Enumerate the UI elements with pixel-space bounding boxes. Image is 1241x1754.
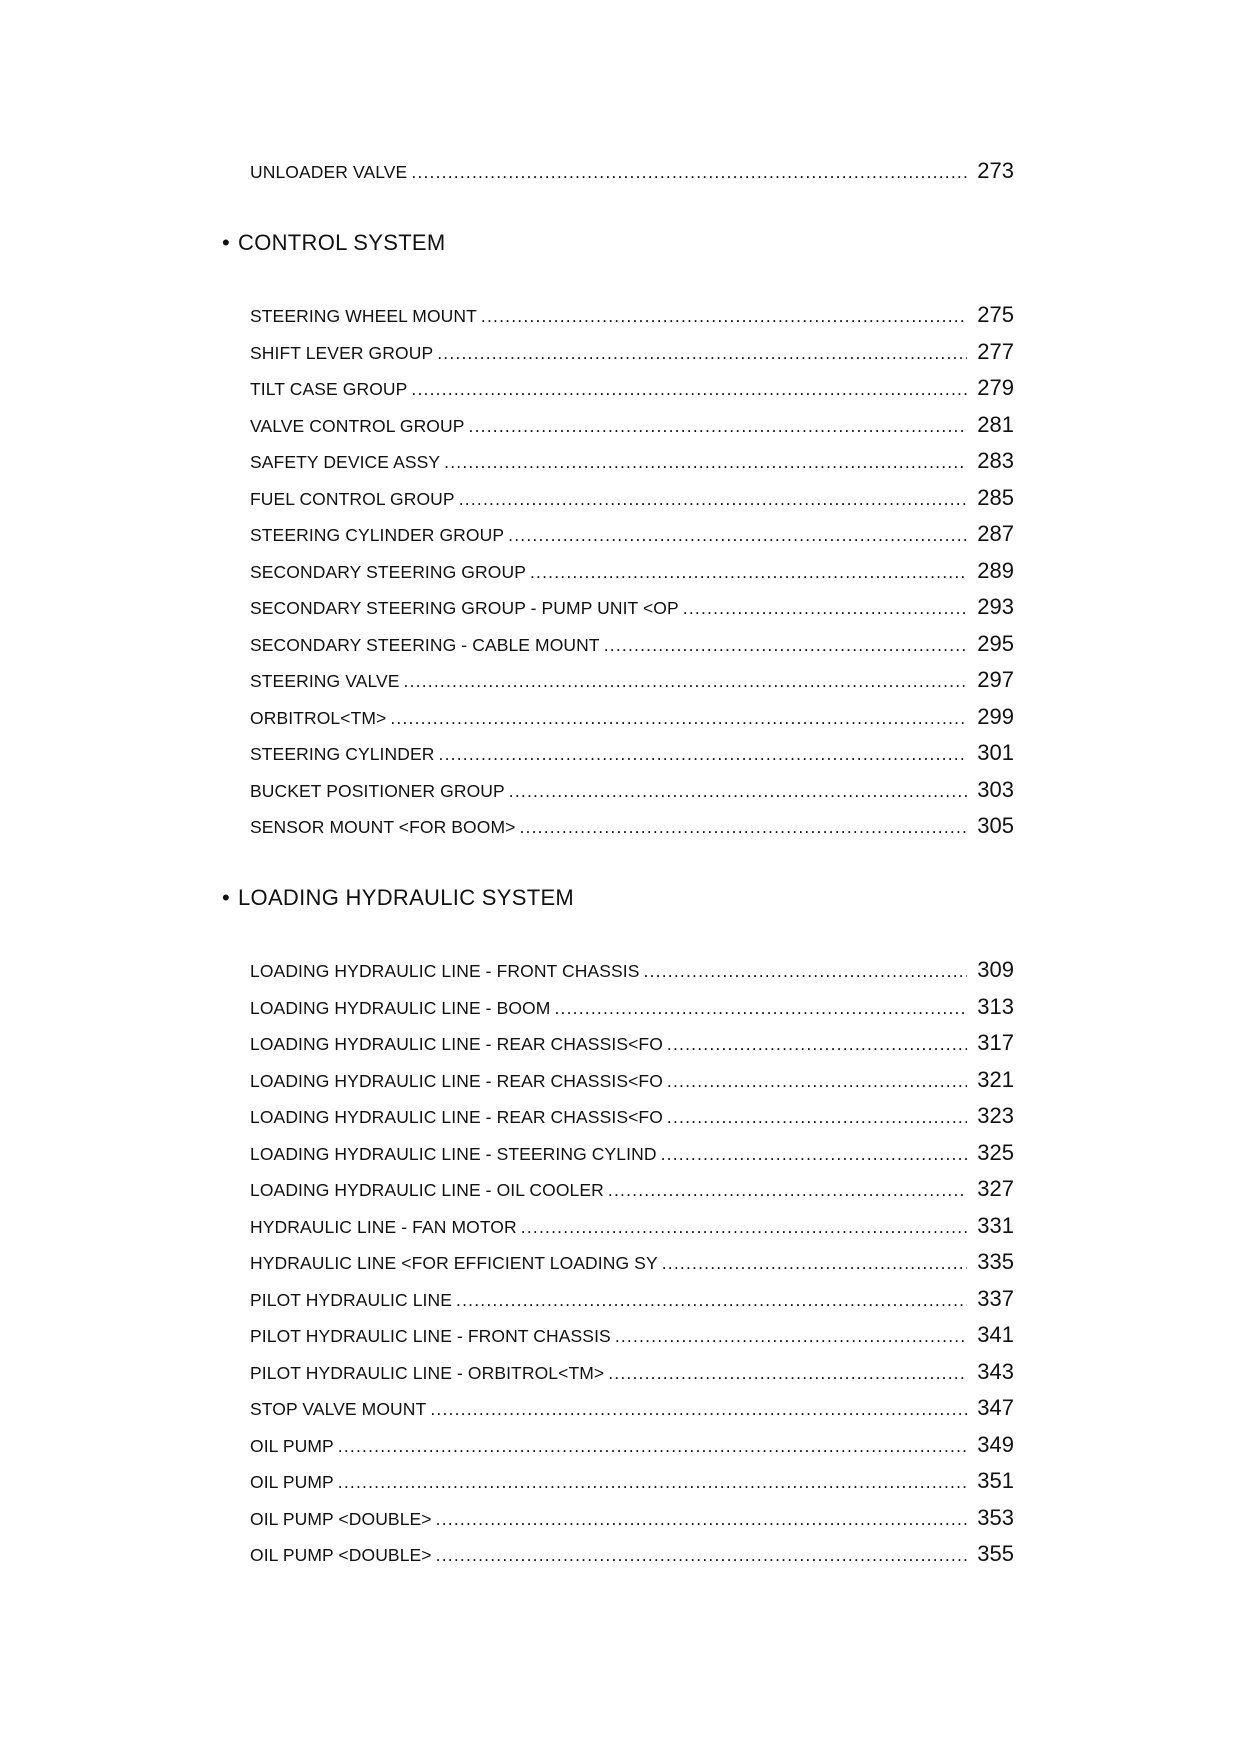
toc-entry[interactable] bbox=[250, 704, 1014, 734]
toc-entry-page: 317 bbox=[977, 1030, 1014, 1055]
leader-dots bbox=[644, 961, 968, 982]
toc-entry-title: LOADING HYDRAULIC LINE - BOOM bbox=[250, 998, 551, 1018]
toc-entry-title: SHIFT LEVER GROUP bbox=[250, 343, 434, 363]
leader-dots bbox=[604, 635, 968, 656]
leader-dots bbox=[436, 1509, 968, 1530]
toc-entry-page: 321 bbox=[977, 1067, 1014, 1092]
toc-entry-page: 337 bbox=[977, 1286, 1014, 1311]
toc-entry[interactable] bbox=[250, 521, 1014, 551]
toc-entry[interactable] bbox=[250, 1030, 1014, 1060]
toc-entry-page: 303 bbox=[977, 777, 1014, 802]
toc-entry[interactable] bbox=[250, 375, 1014, 405]
toc-entry[interactable] bbox=[250, 777, 1014, 807]
toc-entry[interactable] bbox=[250, 1249, 1014, 1279]
toc-entry[interactable] bbox=[250, 448, 1014, 478]
toc-entry-page: 349 bbox=[977, 1432, 1014, 1457]
toc-entry-title: TILT CASE GROUP bbox=[250, 379, 408, 399]
toc-entry-title: UNLOADER VALVE bbox=[250, 162, 408, 182]
leader-dots bbox=[338, 1436, 968, 1457]
toc-entry[interactable] bbox=[250, 1359, 1014, 1389]
toc-entry-page: 295 bbox=[977, 631, 1014, 656]
toc-entry-page: 327 bbox=[977, 1176, 1014, 1201]
toc-entry[interactable] bbox=[250, 994, 1014, 1024]
leader-dots bbox=[667, 1071, 967, 1092]
leader-dots bbox=[608, 1363, 967, 1384]
leader-dots bbox=[437, 343, 967, 364]
toc-entry-title: STEERING CYLINDER bbox=[250, 744, 435, 764]
leader-dots bbox=[509, 781, 967, 802]
leader-dots bbox=[667, 1034, 967, 1055]
toc-entry-page: 323 bbox=[977, 1103, 1014, 1128]
toc-entry-page: 281 bbox=[977, 412, 1014, 437]
toc-entry-title: OIL PUMP bbox=[250, 1472, 334, 1492]
toc-entry[interactable] bbox=[250, 740, 1014, 770]
toc-entry-page: 301 bbox=[977, 740, 1014, 765]
toc-entry-page: 351 bbox=[977, 1468, 1014, 1493]
toc-entry-title: LOADING HYDRAULIC LINE - STEERING CYLIND bbox=[250, 1144, 657, 1164]
toc-entry-page: 347 bbox=[977, 1395, 1014, 1420]
toc-entry-title: FUEL CONTROL GROUP bbox=[250, 489, 455, 509]
toc-entry-page: 275 bbox=[977, 302, 1014, 327]
toc-entry[interactable] bbox=[250, 339, 1014, 369]
toc-entry-page: 285 bbox=[977, 485, 1014, 510]
leader-dots bbox=[430, 1399, 967, 1420]
toc-entry-page: 283 bbox=[977, 448, 1014, 473]
toc-entry-page: 313 bbox=[977, 994, 1014, 1019]
leader-dots bbox=[683, 598, 967, 619]
toc-entry[interactable] bbox=[250, 412, 1014, 442]
toc-entry-title: PILOT HYDRAULIC LINE bbox=[250, 1290, 453, 1310]
toc-entry-title: LOADING HYDRAULIC LINE - OIL COOLER bbox=[250, 1180, 604, 1200]
toc-entry-page: 289 bbox=[977, 558, 1014, 583]
bullet-icon: • bbox=[222, 885, 231, 910]
toc-entry-title: SECONDARY STEERING - CABLE MOUNT bbox=[250, 635, 600, 655]
toc-entry[interactable] bbox=[250, 667, 1014, 697]
leader-dots bbox=[404, 671, 968, 692]
toc-entry[interactable] bbox=[250, 1505, 1014, 1535]
toc-entry-title: STEERING VALVE bbox=[250, 671, 400, 691]
toc-entry[interactable] bbox=[250, 813, 1014, 843]
toc-entry-title: LOADING HYDRAULIC LINE - FRONT CHASSIS bbox=[250, 961, 640, 981]
leader-dots bbox=[456, 1290, 967, 1311]
toc-entry-title: PILOT HYDRAULIC LINE - ORBITROL<TM> bbox=[250, 1363, 605, 1383]
toc-entry[interactable] bbox=[250, 158, 1014, 188]
toc-entry-title: OIL PUMP bbox=[250, 1436, 334, 1456]
leader-dots bbox=[439, 744, 968, 765]
toc-entry[interactable] bbox=[250, 1541, 1014, 1571]
toc-entry-page: 325 bbox=[977, 1140, 1014, 1165]
toc-entry-title: PILOT HYDRAULIC LINE - FRONT CHASSIS bbox=[250, 1326, 611, 1346]
bullet-icon: • bbox=[222, 230, 231, 255]
toc-entry-page: 279 bbox=[977, 375, 1014, 400]
toc-entry[interactable] bbox=[250, 485, 1014, 515]
toc-entry-title: BUCKET POSITIONER GROUP bbox=[250, 781, 505, 801]
leader-dots bbox=[554, 998, 967, 1019]
toc-entry[interactable] bbox=[250, 1432, 1014, 1462]
leader-dots bbox=[411, 162, 967, 183]
toc-entry-page: 331 bbox=[977, 1213, 1014, 1238]
toc-entry-title: OIL PUMP <DOUBLE> bbox=[250, 1545, 432, 1565]
toc-entry-title: VALVE CONTROL GROUP bbox=[250, 416, 465, 436]
toc-entry-page: 343 bbox=[977, 1359, 1014, 1384]
toc-entry-page: 341 bbox=[977, 1322, 1014, 1347]
toc-entry-page: 335 bbox=[977, 1249, 1014, 1274]
leader-dots bbox=[530, 562, 967, 583]
toc-entry-title: HYDRAULIC LINE - FAN MOTOR bbox=[250, 1217, 517, 1237]
toc-entry-title: STOP VALVE MOUNT bbox=[250, 1399, 427, 1419]
toc-entry-title: LOADING HYDRAULIC LINE - REAR CHASSIS<FO bbox=[250, 1034, 663, 1054]
toc-entry[interactable] bbox=[250, 1468, 1014, 1498]
toc-entry-page: 273 bbox=[977, 158, 1014, 183]
toc-entry-page: 299 bbox=[977, 704, 1014, 729]
toc-entry-page: 297 bbox=[977, 667, 1014, 692]
toc-entry[interactable] bbox=[250, 1395, 1014, 1425]
toc-entry-title: ORBITROL<TM> bbox=[250, 708, 387, 728]
toc-entry-page: 287 bbox=[977, 521, 1014, 546]
toc-entry[interactable] bbox=[250, 1322, 1014, 1352]
toc-entry[interactable] bbox=[250, 558, 1014, 588]
toc-entry[interactable] bbox=[250, 957, 1014, 987]
toc-entry-title: SAFETY DEVICE ASSY bbox=[250, 452, 441, 472]
toc-entry-title: SENSOR MOUNT <FOR BOOM> bbox=[250, 817, 516, 837]
toc-entry[interactable] bbox=[250, 302, 1014, 332]
leader-dots bbox=[615, 1326, 967, 1347]
toc-entry-title: LOADING HYDRAULIC LINE - REAR CHASSIS<FO bbox=[250, 1071, 663, 1091]
leader-dots bbox=[338, 1472, 968, 1493]
toc-entry-title: STEERING CYLINDER GROUP bbox=[250, 525, 505, 545]
section-heading-control-system bbox=[222, 230, 446, 256]
toc-entry-title: LOADING HYDRAULIC LINE - REAR CHASSIS<FO bbox=[250, 1107, 663, 1127]
toc-entry-page: 293 bbox=[977, 594, 1014, 619]
toc-entry-page: 305 bbox=[977, 813, 1014, 838]
leader-dots bbox=[521, 1217, 968, 1238]
leader-dots bbox=[508, 525, 967, 546]
toc-entry-title: SECONDARY STEERING GROUP - PUMP UNIT <OP bbox=[250, 598, 679, 618]
toc-entry-page: 277 bbox=[977, 339, 1014, 364]
toc-entry[interactable] bbox=[250, 1176, 1014, 1206]
leader-dots bbox=[469, 416, 968, 437]
toc-entry-page: 309 bbox=[977, 957, 1014, 982]
toc-entry-page: 353 bbox=[977, 1505, 1014, 1530]
section-heading-label: CONTROL SYSTEM bbox=[238, 230, 446, 255]
leader-dots bbox=[519, 817, 967, 838]
leader-dots bbox=[444, 452, 967, 473]
leader-dots bbox=[436, 1545, 968, 1566]
leader-dots bbox=[411, 379, 967, 400]
leader-dots bbox=[481, 306, 967, 327]
toc-entry-title: SECONDARY STEERING GROUP bbox=[250, 562, 526, 582]
section-heading-loading-hydraulic-system bbox=[222, 885, 574, 911]
leader-dots bbox=[661, 1144, 968, 1165]
toc-entry-page: 355 bbox=[977, 1541, 1014, 1566]
toc-entry-title: OIL PUMP <DOUBLE> bbox=[250, 1509, 432, 1529]
toc-entry[interactable] bbox=[250, 1286, 1014, 1316]
leader-dots bbox=[459, 489, 968, 510]
toc-entry[interactable] bbox=[250, 1103, 1014, 1133]
toc-entry[interactable] bbox=[250, 1140, 1014, 1170]
leader-dots bbox=[390, 708, 967, 729]
leader-dots bbox=[608, 1180, 967, 1201]
toc-entry[interactable] bbox=[250, 1213, 1014, 1243]
toc-entry[interactable] bbox=[250, 1067, 1014, 1097]
leader-dots bbox=[662, 1253, 968, 1274]
leader-dots bbox=[667, 1107, 967, 1128]
toc-entry-title: STEERING WHEEL MOUNT bbox=[250, 306, 477, 326]
toc-entry-title: HYDRAULIC LINE <FOR EFFICIENT LOADING SY bbox=[250, 1253, 658, 1273]
section-heading-label: LOADING HYDRAULIC SYSTEM bbox=[238, 885, 575, 910]
toc-entry[interactable] bbox=[250, 594, 1014, 624]
toc-entry[interactable] bbox=[250, 631, 1014, 661]
